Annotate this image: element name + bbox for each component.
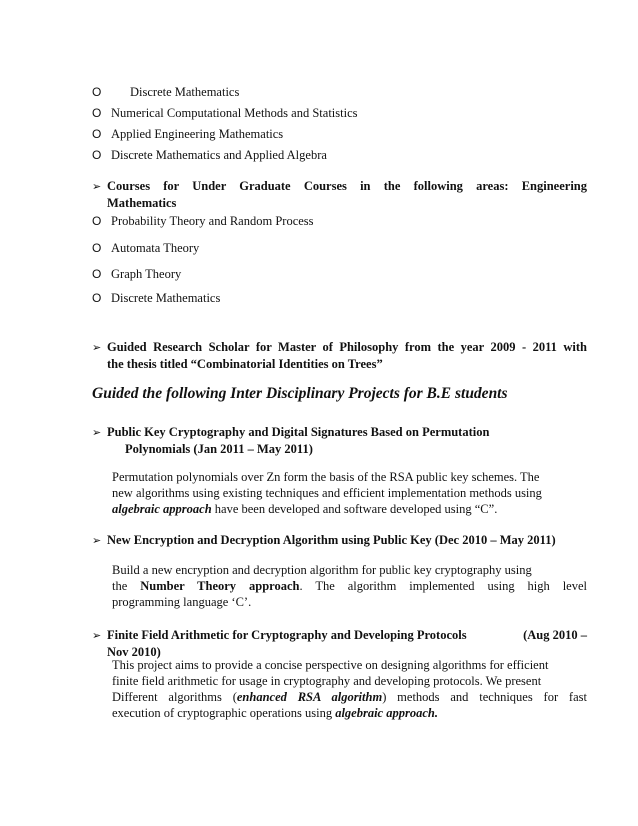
list-item <box>92 126 283 142</box>
list-item-text: Probability Theory and Random Process <box>111 214 314 228</box>
list-item <box>92 266 181 282</box>
description-text: the <box>112 579 141 593</box>
arrow-bullet-icon: ➢ <box>92 534 102 547</box>
circle-bullet-icon: O <box>92 267 102 281</box>
description-line <box>112 501 587 517</box>
circle-bullet-icon: O <box>92 127 102 141</box>
project-description <box>112 562 587 610</box>
emphasis-text: Number Theory approach <box>140 579 300 593</box>
description-text: have been developed and software developed using “C”. <box>211 502 498 516</box>
list-item-text: Discrete Mathematics <box>130 85 240 99</box>
list-item <box>92 290 220 306</box>
list-item <box>92 105 358 121</box>
description-text: ) methods and techniques for fast <box>382 690 587 704</box>
project-description <box>112 469 587 517</box>
description-line <box>112 705 587 721</box>
description-line: finite field arithmetic for usage in cryptography and developing protocols. We present <box>112 674 542 688</box>
list-item-text: Numerical Computational Methods and Statistics <box>111 106 358 120</box>
emphasis-text: algebraic approach <box>112 502 212 516</box>
list-item-text: Discrete Mathematics <box>111 291 221 305</box>
circle-bullet-icon: O <box>92 148 102 162</box>
description-line: programming language ‘C’. <box>112 595 252 609</box>
list-item-text: Discrete Mathematics and Applied Algebra <box>111 148 327 162</box>
circle-bullet-icon: O <box>92 106 102 120</box>
section-heading: Guided the following Inter Disciplinary Projects for B.E students <box>92 385 508 402</box>
list-item-text: Applied Engineering Mathematics <box>111 127 284 141</box>
list-item <box>92 84 239 100</box>
project-title-line1 <box>107 627 587 644</box>
emphasis-text: algebraic approach. <box>335 706 438 720</box>
description-text: . The algorithm implemented using high level <box>299 579 588 593</box>
project-title-line1: Public Key Cryptography and Digital Signatures Based on Permutation <box>107 425 490 439</box>
circle-bullet-icon: O <box>92 214 102 228</box>
list-item <box>92 147 327 163</box>
project-title <box>92 424 587 458</box>
project-title <box>92 627 587 661</box>
research-scholar-item <box>92 339 587 373</box>
research-line2: the thesis titled “Combinatorial Identities on Trees” <box>107 357 383 371</box>
emphasis-text: enhanced RSA algorithm <box>236 690 383 704</box>
ug-courses-line2: Mathematics <box>107 196 177 210</box>
list-item-text: Graph Theory <box>111 267 182 281</box>
arrow-bullet-icon: ➢ <box>92 341 102 354</box>
project-title-line2: Nov 2010) <box>107 645 161 659</box>
description-text: execution of cryptographic operations using <box>112 706 336 720</box>
circle-bullet-icon: O <box>92 85 102 99</box>
list-item <box>92 213 314 229</box>
list-item-text: Automata Theory <box>111 241 200 255</box>
project-title-line1: New Encryption and Decryption Algorithm using Public Key (Dec 2010 – May 2011) <box>107 533 556 547</box>
arrow-bullet-icon: ➢ <box>92 180 102 193</box>
circle-bullet-icon: O <box>92 241 102 255</box>
circle-bullet-icon: O <box>92 291 102 305</box>
arrow-bullet-icon: ➢ <box>92 426 102 439</box>
description-line: Build a new encryption and decryption algorithm for public key cryptography using <box>112 563 532 577</box>
description-line: new algorithms using existing techniques and efficient implementation methods using <box>112 486 542 500</box>
ug-courses-heading <box>92 178 587 212</box>
description-text: Different algorithms ( <box>112 690 237 704</box>
project-title-line2: Polynomials (Jan 2011 – May 2011) <box>125 442 313 456</box>
description-line <box>112 578 587 594</box>
research-line1: Guided Research Scholar for Master of Philosophy from the year 2009 - 2011 with <box>107 340 587 354</box>
project-description <box>112 657 587 721</box>
description-line: This project aims to provide a concise perspective on designing algorithms for efficient <box>112 658 549 672</box>
description-line: Permutation polynomials over Zn form the basis of the RSA public key schemes. The <box>112 470 540 484</box>
arrow-bullet-icon: ➢ <box>92 629 102 642</box>
project-title-text: Finite Field Arithmetic for Cryptography and Developing Protocols <box>107 628 467 642</box>
project-date-text: (Aug 2010 – <box>523 628 587 642</box>
ug-courses-line1: Courses for Under Graduate Courses in the following areas: Engineering <box>107 179 587 193</box>
project-title <box>92 532 587 549</box>
description-line <box>112 689 587 705</box>
list-item <box>92 240 199 256</box>
